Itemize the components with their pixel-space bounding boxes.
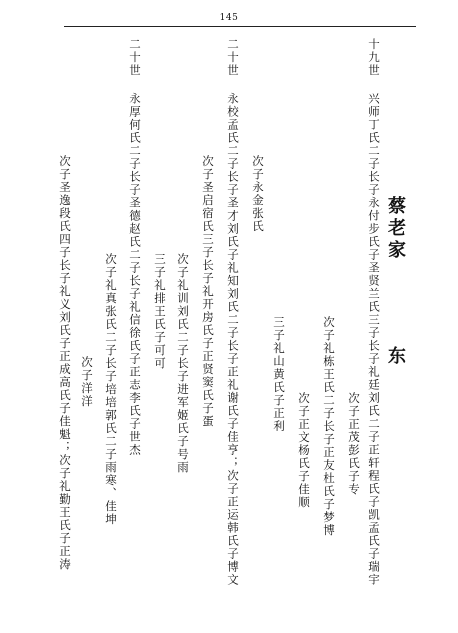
genealogy-column-12: 次子礼真张氏二子长子培培郭氏二子雨寒、佳坤 bbox=[104, 253, 118, 526]
genealogy-column-2: 次子正茂彭氏子专 bbox=[347, 392, 361, 496]
genealogy-column-3: 次子礼栋王氏二子长子正友杜氏子梦博 bbox=[322, 316, 336, 537]
genealogy-column-14: 次子圣逸段氏四子长子礼义刘氏子正成高氏子佳魁；次子礼勤王氏子正涛 bbox=[58, 155, 72, 571]
family-title-suffix: 东 bbox=[385, 346, 406, 368]
genealogy-column-7: 次子永金张氏 bbox=[251, 155, 265, 233]
genealogy-column-10: 三子礼排王氏子可可 bbox=[153, 253, 167, 370]
family-title: 蔡老家 bbox=[385, 196, 406, 262]
genealogy-column-5: 三子礼山黄氏子正利 bbox=[272, 316, 286, 433]
genealogy-column-4: 次子正文杨氏子佳顺 bbox=[297, 392, 311, 509]
genealogy-column-8: 次子圣启宿氏三子长子礼开房氏子正贤窦氏子蛋 bbox=[201, 155, 215, 428]
genealogy-column-13: 次子洋洋 bbox=[80, 356, 94, 408]
genealogy-column-6: 二十世 永校孟氏二子长子圣才刘氏子礼知刘氏二子长子正礼谢氏子佳亨；次子正运韩氏子博文 bbox=[226, 38, 240, 587]
genealogy-column-1: 十九世 兴师丁氏二子长子永付步氏子圣贤兰氏三子长子礼廷刘氏二子正轩程氏子凯孟氏子瑞宇 bbox=[367, 38, 381, 587]
genealogy-column-9: 次子礼训刘氏二子长子进军姬氏子号雨 bbox=[176, 253, 190, 474]
genealogy-column-11: 二十世 永厚何氏二子长子圣德赵氏二子长子礼信徐氏子正志李氏子世杰 bbox=[128, 38, 142, 457]
header-rule bbox=[64, 26, 416, 27]
page-number: 145 bbox=[219, 13, 239, 23]
